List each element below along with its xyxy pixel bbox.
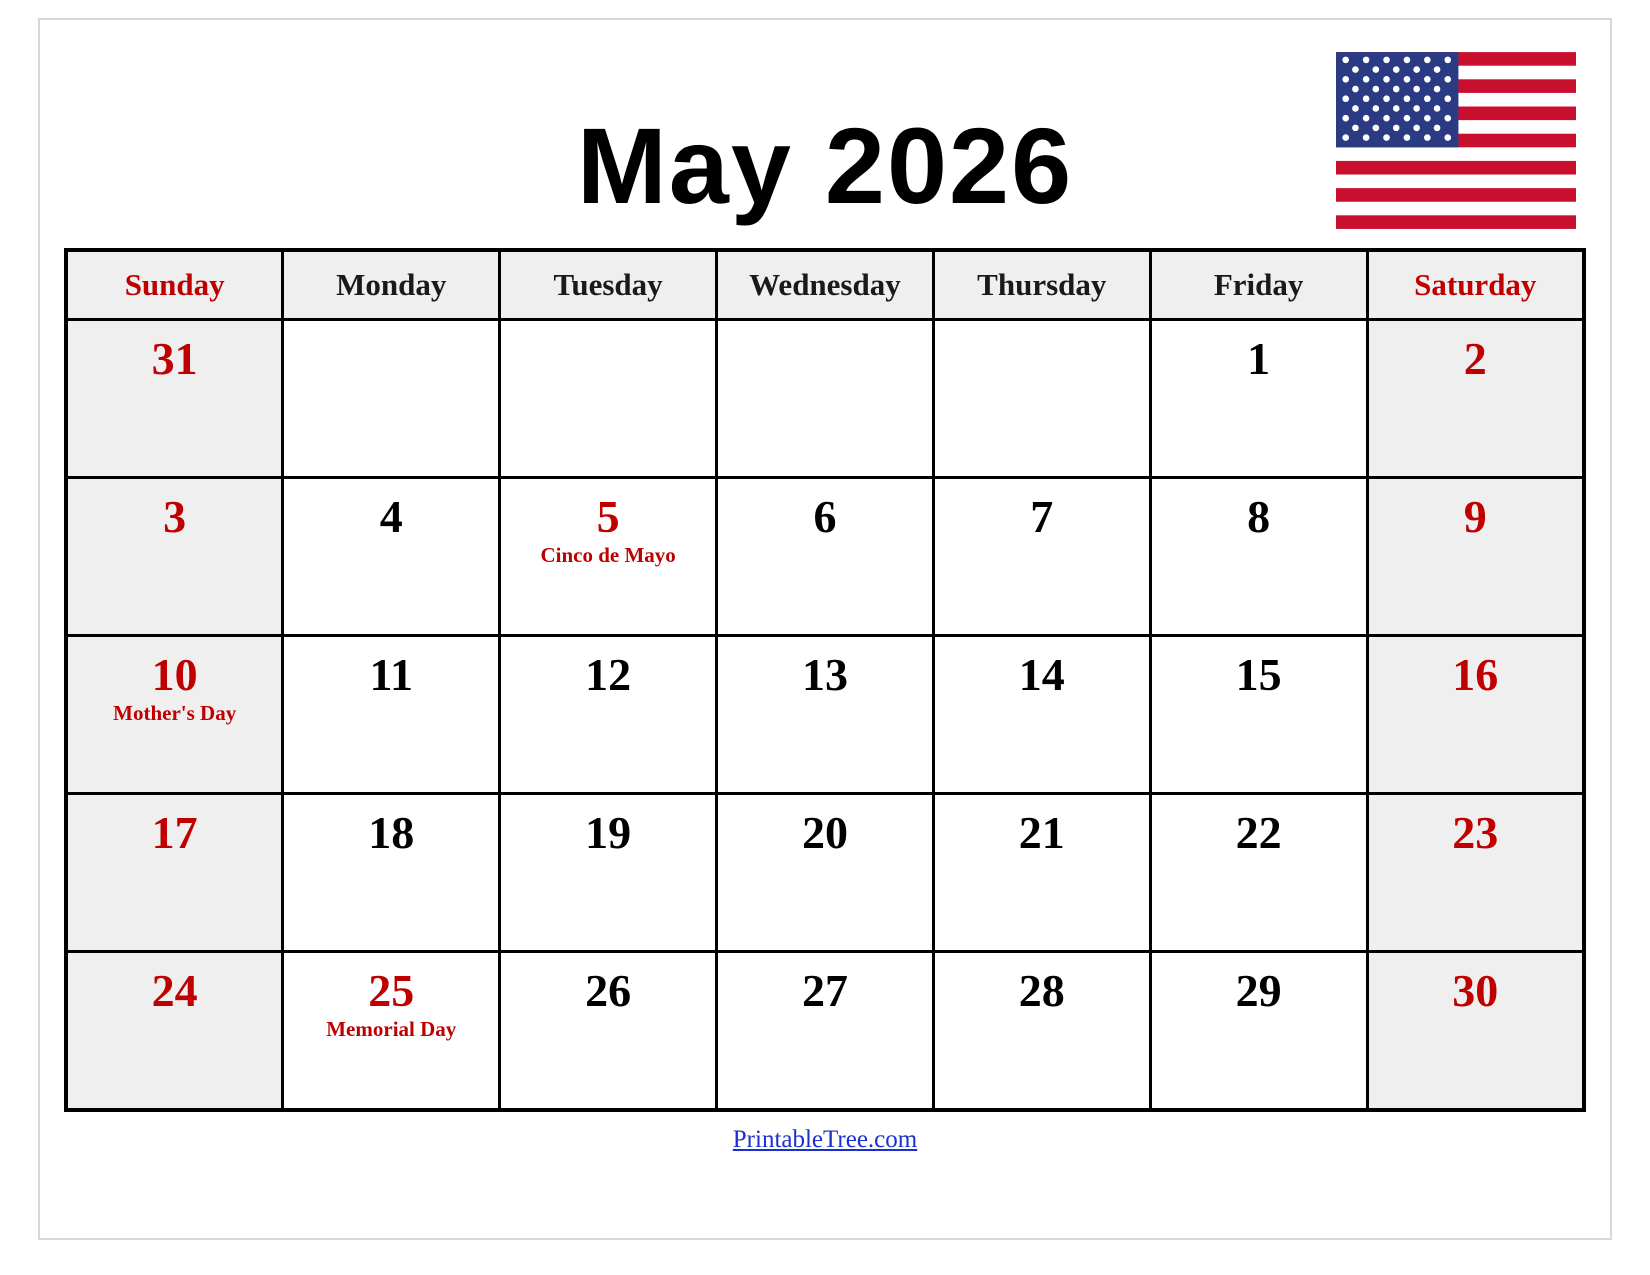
calendar-day-cell[interactable] <box>1150 794 1367 952</box>
holiday-label: Cinco de Mayo <box>540 543 676 568</box>
day-number: 22 <box>1235 807 1282 858</box>
day-number: 31 <box>151 333 198 384</box>
day-number: 27 <box>801 965 848 1016</box>
calendar-day-cell[interactable] <box>933 794 1150 952</box>
calendar-week-row <box>66 320 1584 478</box>
holiday-label: Memorial Day <box>326 1017 457 1042</box>
us-flag-icon <box>1336 52 1576 230</box>
day-number: 3 <box>163 491 187 542</box>
calendar-day-cell[interactable] <box>1150 636 1367 794</box>
calendar-day-cell[interactable] <box>1150 952 1367 1111</box>
day-number: 15 <box>1235 649 1282 700</box>
weekday-header-tuesday: Tuesday <box>500 250 717 320</box>
calendar-day-cell[interactable] <box>1367 320 1584 478</box>
weekday-header-saturday: Saturday <box>1367 250 1584 320</box>
calendar-day-cell[interactable] <box>1367 478 1584 636</box>
weekday-header-friday: Friday <box>1150 250 1367 320</box>
day-number: 23 <box>1452 807 1499 858</box>
day-number: 28 <box>1018 965 1065 1016</box>
calendar-day-cell[interactable] <box>1367 794 1584 952</box>
calendar-day-cell[interactable] <box>717 478 934 636</box>
calendar-day-cell[interactable] <box>717 952 934 1111</box>
calendar-grid <box>64 248 1586 1112</box>
calendar-empty-cell <box>933 320 1150 478</box>
day-number: 17 <box>151 807 198 858</box>
calendar-day-cell[interactable] <box>66 320 283 478</box>
day-number: 20 <box>801 807 848 858</box>
day-number: 19 <box>585 807 632 858</box>
calendar-empty-cell <box>283 320 500 478</box>
calendar-day-cell[interactable] <box>1367 952 1584 1111</box>
day-number: 9 <box>1463 491 1487 542</box>
calendar-day-cell[interactable] <box>66 478 283 636</box>
calendar-day-cell[interactable] <box>933 636 1150 794</box>
day-number: 16 <box>1452 649 1499 700</box>
calendar-page <box>38 18 1612 1240</box>
calendar-day-cell[interactable] <box>283 794 500 952</box>
day-number: 6 <box>813 491 837 542</box>
calendar-week-row <box>66 636 1584 794</box>
calendar-day-cell[interactable] <box>933 478 1150 636</box>
calendar-day-cell[interactable] <box>933 952 1150 1111</box>
day-number: 25 <box>368 965 415 1016</box>
calendar-day-cell[interactable] <box>283 952 500 1111</box>
day-number: 4 <box>379 491 403 542</box>
day-number: 13 <box>801 649 848 700</box>
calendar-day-cell[interactable] <box>500 636 717 794</box>
day-number: 26 <box>585 965 632 1016</box>
weekday-header-sunday: Sunday <box>66 250 283 320</box>
weekday-header-monday: Monday <box>283 250 500 320</box>
calendar-week-row <box>66 478 1584 636</box>
weekday-header-row <box>66 250 1584 320</box>
calendar-day-cell[interactable] <box>500 478 717 636</box>
calendar-day-cell[interactable] <box>66 636 283 794</box>
day-number: 12 <box>585 649 632 700</box>
day-number: 7 <box>1030 491 1054 542</box>
printabletree-link[interactable]: PrintableTree.com <box>732 1126 918 1153</box>
calendar-day-cell[interactable] <box>717 636 934 794</box>
day-number: 24 <box>151 965 198 1016</box>
day-number: 30 <box>1452 965 1499 1016</box>
calendar-week-row <box>66 952 1584 1111</box>
weekday-header-wednesday: Wednesday <box>717 250 934 320</box>
calendar-empty-cell <box>500 320 717 478</box>
calendar-day-cell[interactable] <box>717 794 934 952</box>
calendar-header <box>40 20 1610 248</box>
page-title: May 2026 <box>576 105 1074 226</box>
calendar-day-cell[interactable] <box>283 636 500 794</box>
footer <box>40 1126 1610 1154</box>
day-number: 18 <box>368 807 415 858</box>
calendar-day-cell[interactable] <box>283 478 500 636</box>
day-number: 14 <box>1018 649 1065 700</box>
calendar-day-cell[interactable] <box>1150 478 1367 636</box>
calendar-day-cell[interactable] <box>500 952 717 1111</box>
calendar-day-cell[interactable] <box>500 794 717 952</box>
calendar-week-row <box>66 794 1584 952</box>
day-number: 29 <box>1235 965 1282 1016</box>
calendar-day-cell[interactable] <box>66 794 283 952</box>
holiday-label: Mother's Day <box>113 701 237 726</box>
calendar-empty-cell <box>717 320 934 478</box>
day-number: 11 <box>369 649 413 700</box>
day-number: 21 <box>1018 807 1065 858</box>
calendar-day-cell[interactable] <box>1367 636 1584 794</box>
calendar-day-cell[interactable] <box>66 952 283 1111</box>
calendar-day-cell[interactable] <box>1150 320 1367 478</box>
weekday-header-thursday: Thursday <box>933 250 1150 320</box>
day-number: 10 <box>151 649 198 700</box>
day-number: 2 <box>1463 333 1487 384</box>
day-number: 1 <box>1247 333 1271 384</box>
day-number: 5 <box>596 491 620 542</box>
day-number: 8 <box>1247 491 1271 542</box>
